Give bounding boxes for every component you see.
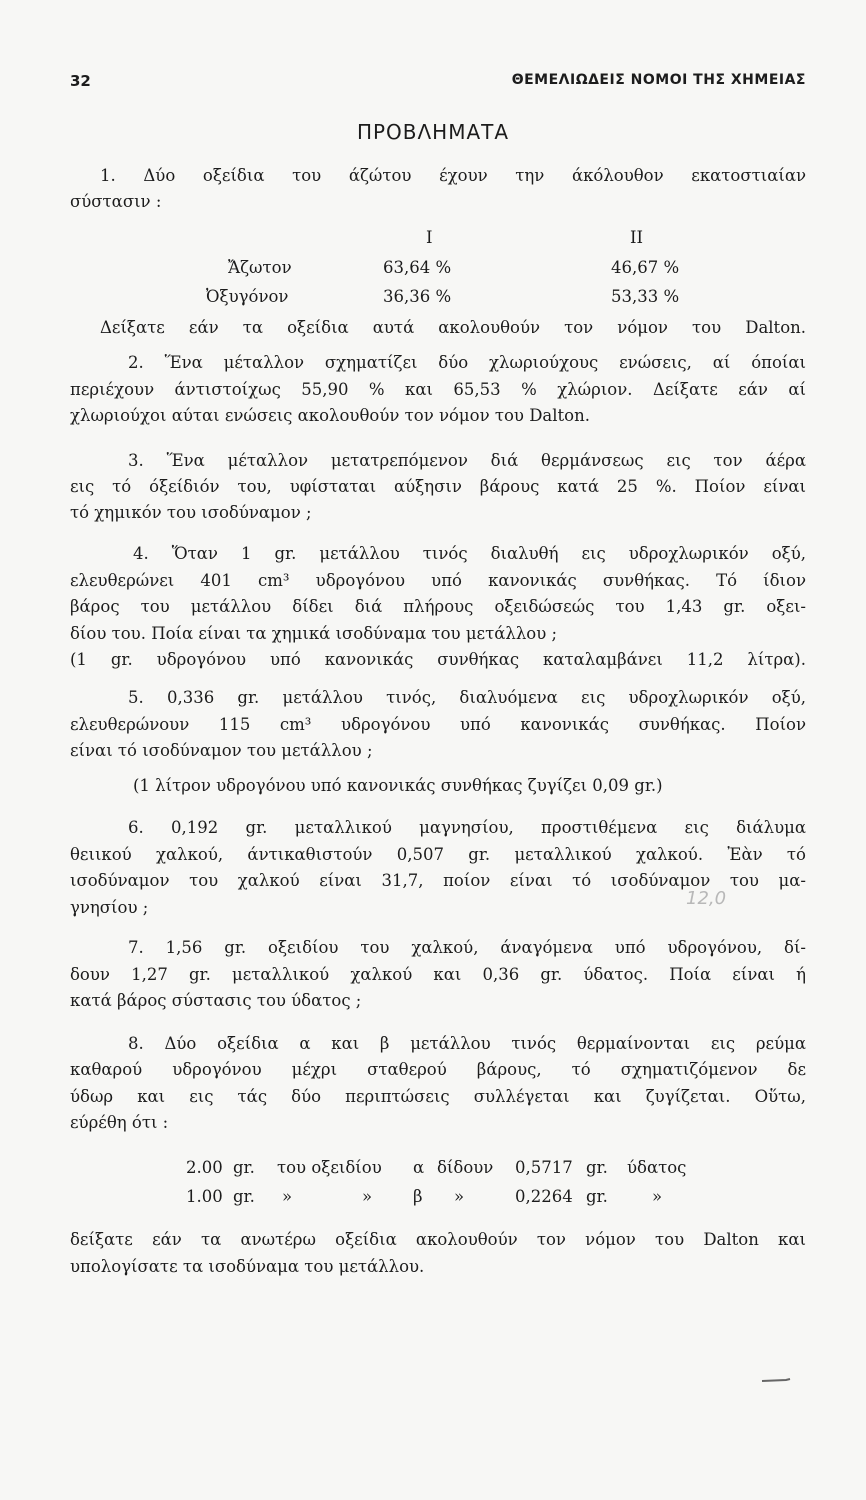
- row-1-text: του οξειδίου: [277, 1158, 382, 1177]
- problem-6-line-4: γνησίου ;: [70, 898, 149, 917]
- row-2-mass: 1.00: [186, 1187, 223, 1206]
- row-2-oxide: β: [413, 1187, 423, 1206]
- problem-4-line-3: βάρος του μετάλλου δίδει διά πλήρους οξειδώσεώς του 1,43 gr. οξει-: [70, 597, 806, 616]
- row-2-ditto: »: [282, 1187, 293, 1206]
- row-2-unit2: gr.: [586, 1187, 608, 1206]
- row-2-ditto: »: [362, 1187, 373, 1206]
- table-row-label: Ἄζωτον: [228, 258, 292, 277]
- row-2-text2: »: [652, 1187, 663, 1206]
- section-title: ΠΡΟΒΛΗΜΑΤΑ: [356, 120, 510, 144]
- problem-2-line-3: χλωριούχοι αύται ενώσεις ακολουθούν τον νόμον του Dalton.: [70, 406, 590, 425]
- problem-1-line-3: Δείξατε εάν τα οξείδια αυτά ακολουθούν τον νόμον του Dalton.: [100, 318, 806, 337]
- problem-7-line-3: κατά βάρος σύστασις του ύδατος ;: [70, 991, 362, 1010]
- problem-6-line-3: ισοδύναμον του χαλκού είναι 31,7, ποίον είναι τό ισοδύναμον του μα-: [70, 871, 806, 890]
- row-1-oxide: α: [413, 1158, 425, 1177]
- problem-4-line-4: δίου του. Ποία είναι τα χημικά ισοδύναμα του μετάλλου ;: [70, 624, 558, 643]
- problem-4-line-5: (1 gr. υδρογόνου υπό κανονικάς συνθήκας καταλαμβάνει 11,2 λίτρα).: [70, 650, 806, 669]
- row-2-water: 0,2264: [515, 1187, 573, 1206]
- problem-3-line-3: τό χημικόν του ισοδύναμον ;: [70, 503, 312, 522]
- problem-2-line-2: περιέχουν άντιστοίχως 55,90 % και 65,53 % χλώριον. Δείξατε εάν αί: [70, 380, 806, 399]
- problem-1-line-2: σύστασιν :: [70, 192, 162, 211]
- problem-2-line-1: 2. Ἕνα μέταλλον σχηματίζει δύο χλωριούχους ενώσεις, αί όποίαι: [128, 353, 806, 372]
- problem-6-line-2: θειικού χαλκού, άντικαθιστούν 0,507 gr. μεταλλικού χαλκού. Ἐὰν τό: [70, 845, 806, 864]
- problem-7-line-2: δουν 1,27 gr. μεταλλικού χαλκού και 0,36 gr. ύδατος. Ποία είναι ή: [70, 965, 806, 984]
- row-1-text2: ύδατος: [627, 1158, 687, 1177]
- row-1-verb: δίδουν: [437, 1158, 494, 1177]
- problem-8-line-6: υπολογίσατε τα ισοδύναμα του μετάλλου.: [70, 1257, 425, 1276]
- problem-3-line-2: εις τό όξείδιόν του, υφίσταται αύξησιν βάρους κατά 25 %. Ποίον είναι: [70, 477, 806, 496]
- running-title: ΘΕΜΕΛΙΩΔΕΙΣ ΝΟΜΟΙ ΤΗΣ ΧΗΜΕΙΑΣ: [511, 72, 806, 88]
- row-2-verb: »: [454, 1187, 465, 1206]
- table-cell: 46,67 %: [611, 258, 680, 277]
- table-cell: 63,64 %: [383, 258, 452, 277]
- problem-7-line-1: 7. 1,56 gr. οξειδίου του χαλκού, άναγόμενα υπό υδρογόνου, δί-: [128, 938, 806, 957]
- problem-6-line-1: 6. 0,192 gr. μεταλλικού μαγνησίου, προστιθέμενα εις διάλυμα: [128, 818, 806, 837]
- problem-1-line-1: 1. Δύο οξείδια του άζώτου έχουν την άκόλουθον εκατοστιαίαν: [100, 166, 806, 185]
- problem-5-line-4: (1 λίτρον υδρογόνου υπό κανονικάς συνθήκας ζυγίζει 0,09 gr.): [133, 776, 663, 795]
- stray-mark-icon: [760, 1376, 792, 1384]
- pencil-note: 12,0: [686, 888, 727, 909]
- table-row-label: Ὀξυγόνον: [206, 287, 289, 306]
- page-number: 32: [70, 72, 91, 90]
- row-1-mass: 2.00: [186, 1158, 223, 1177]
- problem-5-line-3: είναι τό ισοδύναμον του μετάλλου ;: [70, 741, 373, 760]
- table-cell: 36,36 %: [383, 287, 452, 306]
- table-col-1-header: I: [426, 228, 433, 247]
- problem-8-line-4: εύρέθη ότι :: [70, 1113, 169, 1132]
- row-1-unit2: gr.: [586, 1158, 608, 1177]
- problem-5-line-2: ελευθερώνουν 115 cm³ υδρογόνου υπό κανονικάς συνθήκας. Ποίον: [70, 715, 806, 734]
- table-cell: 53,33 %: [611, 287, 680, 306]
- row-1-water: 0,5717: [515, 1158, 573, 1177]
- problem-5-line-1: 5. 0,336 gr. μετάλλου τινός, διαλυόμενα εις υδροχλωρικόν οξύ,: [128, 688, 806, 707]
- problem-8-line-5: δείξατε εάν τα ανωτέρω οξείδια ακολουθούν τον νόμον του Dalton και: [70, 1230, 806, 1249]
- problem-8-line-1: 8. Δύο οξείδια α και β μετάλλου τινός θερμαίνονται εις ρεύμα: [128, 1034, 806, 1053]
- problem-4-line-2: ελευθερώνει 401 cm³ υδρογόνου υπό κανονικάς συνθήκας. Τό ίδιον: [70, 571, 806, 590]
- problem-8-line-3: ύδωρ και εις τάς δύο περιπτώσεις συλλέγεται και ζυγίζεται. Οὕτω,: [70, 1087, 806, 1106]
- problem-8-line-2: καθαρού υδρογόνου μέχρι σταθερού βάρους, τό σχηματιζόμενον δε: [70, 1060, 806, 1079]
- row-2-unit: gr.: [233, 1187, 255, 1206]
- table-col-2-header: II: [630, 228, 644, 247]
- row-1-unit: gr.: [233, 1158, 255, 1177]
- problem-4-line-1: 4. Ὅταν 1 gr. μετάλλου τινός διαλυθή εις υδροχλωρικόν οξύ,: [133, 544, 806, 563]
- problem-3-line-1: 3. Ἕνα μέταλλον μετατρεπόμενον διά θερμάνσεως εις τον άέρα: [128, 451, 806, 470]
